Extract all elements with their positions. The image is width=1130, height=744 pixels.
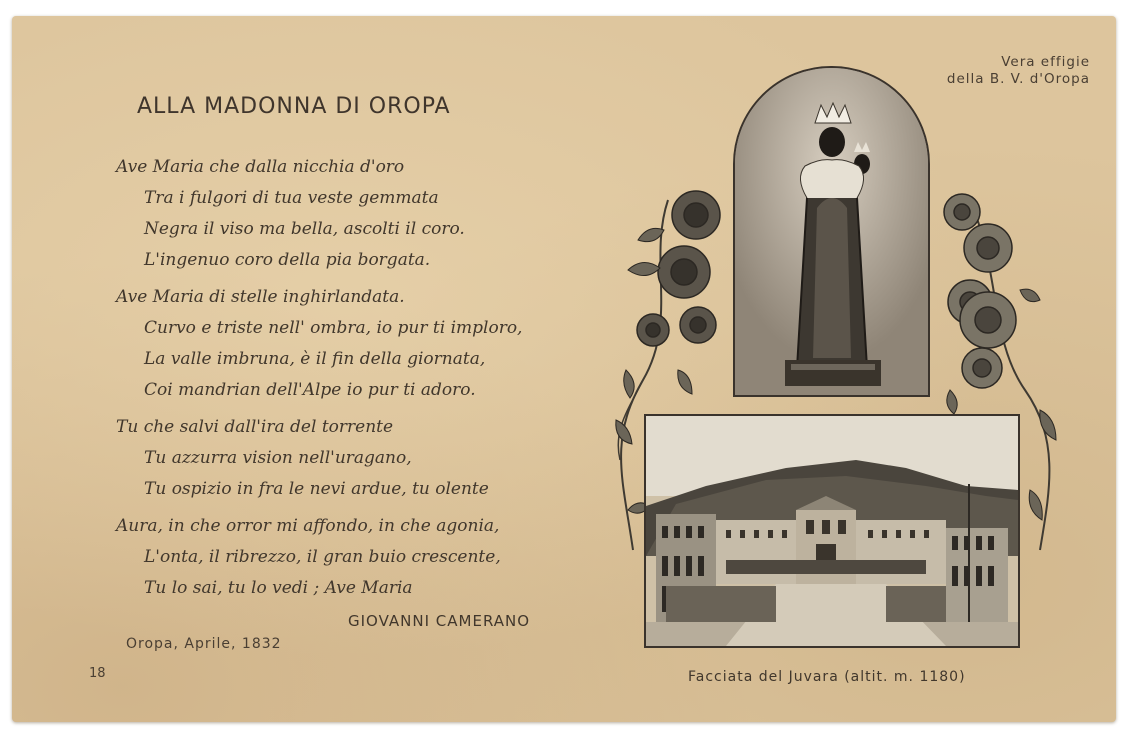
poem-line: Tu ospizio in fra le nevi ardue, tu olente xyxy=(144,479,489,499)
facade-photo xyxy=(644,414,1020,648)
poem xyxy=(116,152,596,610)
poem-line: Curvo e triste nell' ombra, io pur ti imploro, xyxy=(144,318,523,338)
effigy-caption-line: Vera effigie xyxy=(1001,54,1090,70)
poem-stanza-4 xyxy=(116,511,596,600)
poem-author: GIOVANNI CAMERANO xyxy=(348,612,531,630)
poem-line: Ave Maria di stelle inghirlandata. xyxy=(116,287,405,307)
postcard-title: ALLA MADONNA DI OROPA xyxy=(137,94,451,119)
poem-line: Tu lo sai, tu lo vedi ; Ave Maria xyxy=(144,578,413,598)
poem-stanza-1 xyxy=(116,152,596,272)
poem-line: Coi mandrian dell'Alpe io pur ti adoro. xyxy=(144,380,476,400)
poem-line: Tu che salvi dall'ira del torrente xyxy=(116,417,394,437)
poem-line: La valle imbruna, è il fin della giornata, xyxy=(144,349,486,369)
poem-line: L'ingenuo coro della pia borgata. xyxy=(144,250,431,270)
poem-line: Tu azzurra vision nell'uragano, xyxy=(144,448,412,468)
poem-stanza-3 xyxy=(116,412,596,501)
poem-line: Aura, in che orror mi affondo, in che agonia, xyxy=(116,516,500,536)
effigy-photo xyxy=(733,66,930,397)
poem-line: Tra i fulgori di tua veste gemmata xyxy=(144,188,439,208)
poem-dateline: Oropa, Aprile, 1832 xyxy=(126,636,282,652)
page-number: 18 xyxy=(89,666,106,681)
facade-caption: Facciata del Juvara (altit. m. 1180) xyxy=(688,669,966,685)
poem-line: Ave Maria che dalla nicchia d'oro xyxy=(116,157,405,177)
effigy-caption-line: della B. V. d'Oropa xyxy=(946,71,1090,87)
poem-line: L'onta, il ribrezzo, il gran buio crescente, xyxy=(144,547,501,567)
effigy-caption xyxy=(900,54,1090,88)
poem-line: Negra il viso ma bella, ascolti il coro. xyxy=(144,219,465,239)
poem-stanza-2 xyxy=(116,282,596,402)
